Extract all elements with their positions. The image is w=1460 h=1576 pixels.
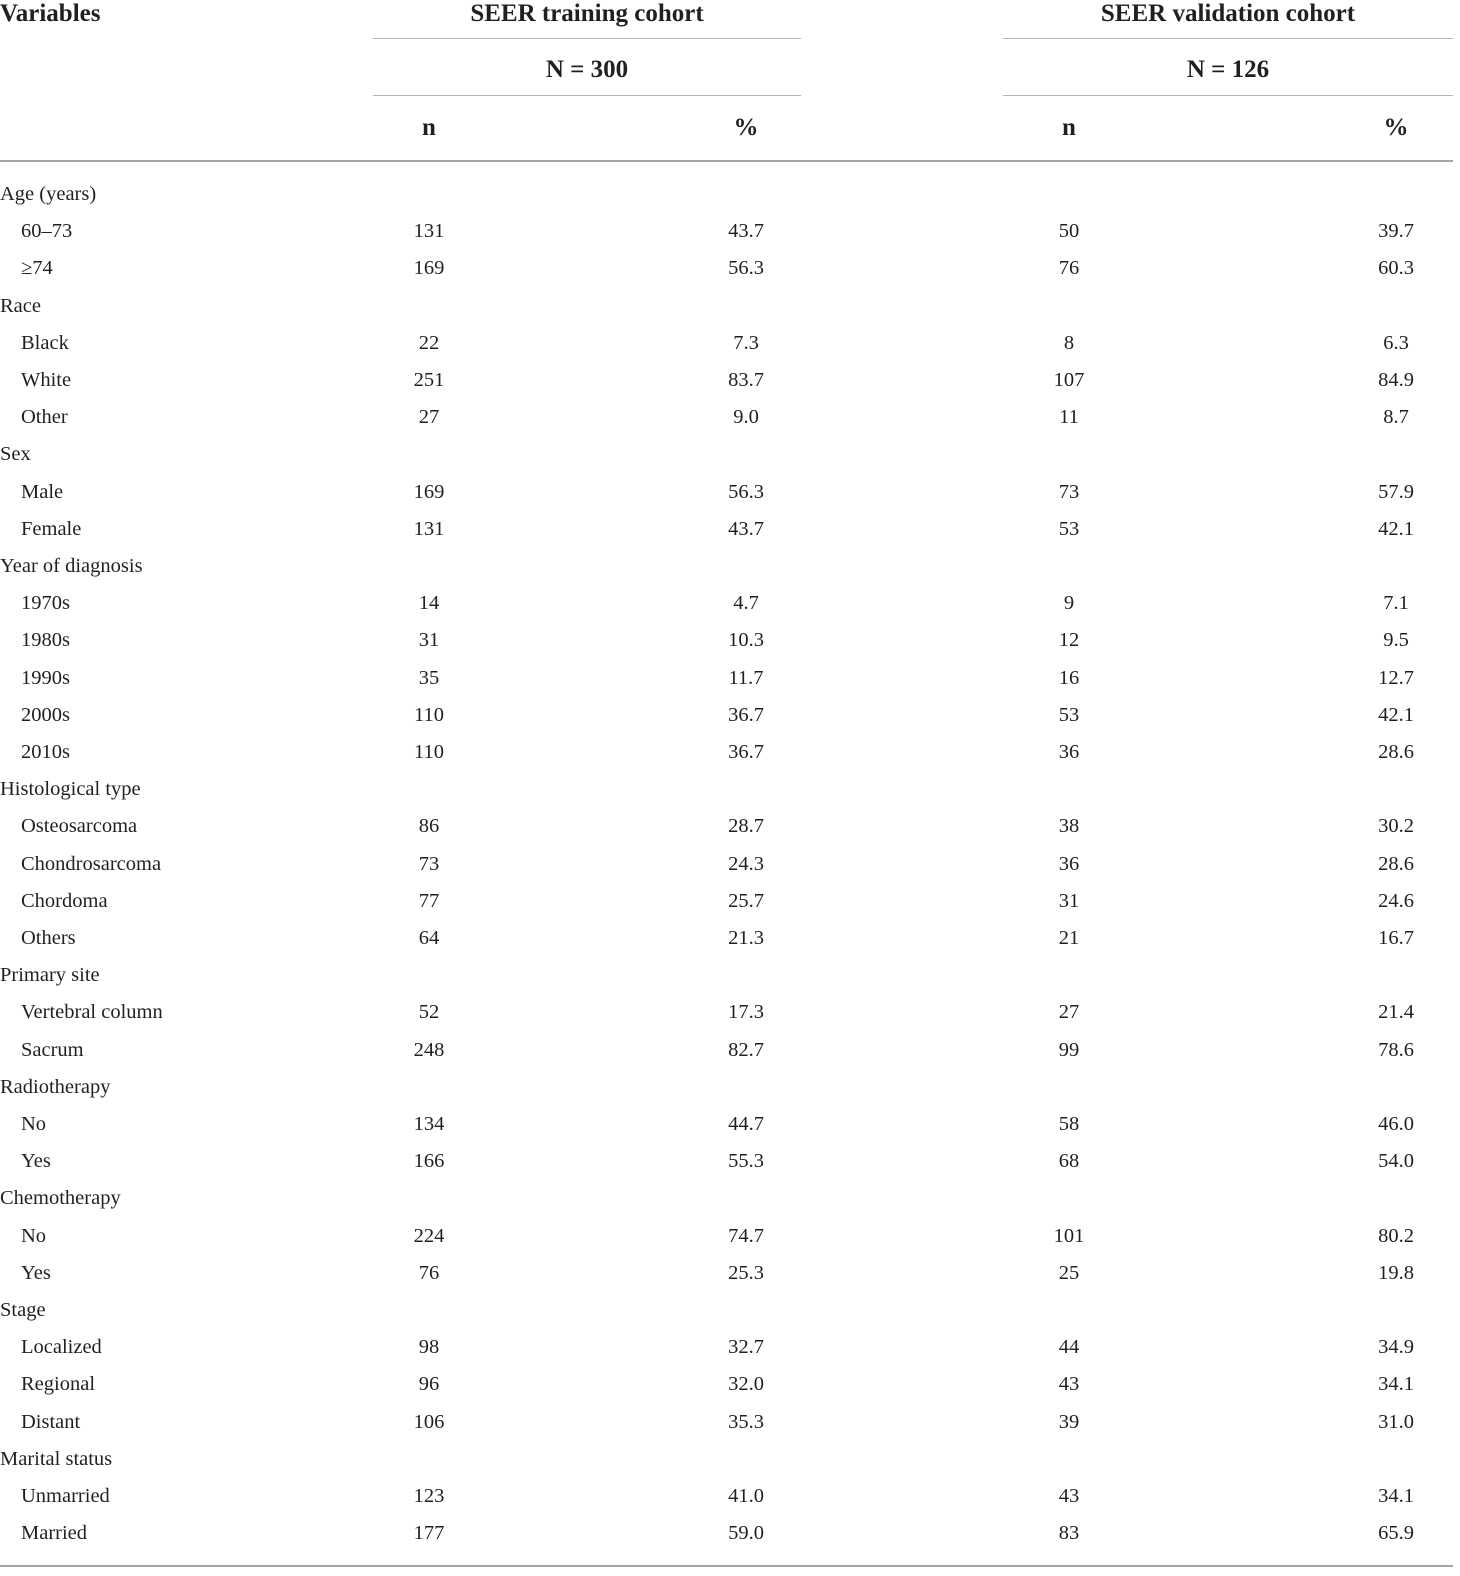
validation-n-cell: 53	[1058, 517, 1080, 540]
row-label: Other	[21, 406, 68, 429]
validation-n-cell: 11	[1059, 406, 1079, 429]
validation-n-rule	[1003, 95, 1453, 96]
group-label: Sex	[0, 443, 31, 466]
training-pct-cell: 44.7	[728, 1113, 764, 1135]
table-row	[0, 811, 1460, 841]
group-row	[0, 179, 1460, 209]
row-label: Localized	[21, 1336, 102, 1359]
training-pct-cell: 4.7	[733, 592, 759, 615]
group-label: Marital status	[0, 1447, 113, 1470]
validation-n-cell: 76	[1058, 257, 1080, 280]
training-n-cell: 22	[418, 331, 440, 354]
training-pct-cell: 25.3	[728, 1261, 764, 1284]
table-row	[0, 997, 1460, 1027]
validation-n-cell: 107	[1053, 369, 1085, 391]
table-row	[0, 1481, 1460, 1511]
training-pct-cell: 21.3	[728, 927, 764, 949]
training-n-cell: 224	[413, 1224, 445, 1247]
validation-pct-cell: 28.6	[1378, 741, 1414, 763]
table-row	[0, 253, 1460, 283]
training-pct-cell: 32.0	[728, 1373, 764, 1396]
training-n-cell: 131	[413, 517, 445, 540]
training-n-cell: 251	[413, 369, 445, 391]
table-row	[0, 514, 1460, 544]
table-row	[0, 886, 1460, 916]
table-row	[0, 1221, 1460, 1251]
table-row	[0, 1369, 1460, 1399]
row-label: Vertebral column	[21, 1001, 163, 1024]
training-n-cell: 123	[413, 1485, 445, 1507]
row-label: 1990s	[21, 666, 70, 689]
training-pct-cell: 83.7	[728, 369, 764, 391]
training-n-cell: 166	[413, 1150, 445, 1173]
training-pct-cell: 9.0	[733, 406, 759, 429]
validation-n-cell: 16	[1058, 666, 1080, 689]
row-label: Regional	[21, 1373, 96, 1396]
validation-n-cell: 43	[1058, 1485, 1080, 1507]
table-row	[0, 1258, 1460, 1288]
group-row	[0, 291, 1460, 321]
training-n-cell: 76	[418, 1261, 440, 1284]
training-n-cell: 110	[414, 741, 444, 763]
training-pct-cell: 56.3	[728, 480, 764, 503]
training-pct-col-header: %	[733, 114, 759, 141]
group-row	[0, 1072, 1460, 1102]
table-bottom-rule	[0, 1565, 1453, 1567]
validation-n-cell: 43	[1058, 1373, 1080, 1396]
validation-pct-cell: 34.1	[1378, 1485, 1414, 1507]
validation-pct-cell: 8.7	[1383, 406, 1409, 429]
row-label: White	[21, 369, 72, 391]
row-label: 60–73	[21, 220, 73, 243]
training-pct-cell: 7.3	[733, 331, 759, 354]
training-n-cell: 64	[418, 927, 440, 949]
row-label: Unmarried	[21, 1485, 110, 1507]
training-n-cell: 27	[418, 406, 440, 429]
group-row	[0, 774, 1460, 804]
group-row	[0, 439, 1460, 469]
validation-pct-col-header: %	[1383, 114, 1409, 141]
validation-pct-cell: 7.1	[1383, 592, 1409, 615]
training-pct-cell: 43.7	[728, 220, 764, 243]
table-row	[0, 1518, 1460, 1548]
training-n-cell: 110	[414, 703, 444, 726]
table-row	[0, 1109, 1460, 1139]
row-label: 2000s	[21, 703, 70, 726]
validation-n-col-header: n	[1062, 114, 1076, 141]
training-n-cell: 96	[418, 1373, 440, 1396]
training-pct-cell: 36.7	[728, 703, 764, 726]
group-label: Primary site	[0, 964, 100, 987]
validation-header-rule	[1003, 38, 1453, 39]
training-n-cell: 86	[418, 815, 440, 838]
validation-pct-cell: 42.1	[1378, 517, 1414, 540]
validation-pct-cell: 6.3	[1383, 331, 1409, 354]
validation-n-cell: 50	[1058, 220, 1080, 243]
training-pct-cell: 55.3	[728, 1150, 764, 1173]
training-pct-cell: 28.7	[728, 815, 764, 838]
row-label: Osteosarcoma	[21, 815, 138, 838]
table-row	[0, 365, 1460, 395]
group-label: Age (years)	[0, 183, 97, 205]
training-n-cell: 169	[413, 480, 445, 503]
validation-n-cell: 25	[1058, 1261, 1080, 1284]
training-pct-cell: 41.0	[728, 1485, 764, 1507]
validation-n-cell: 36	[1058, 852, 1080, 875]
validation-pct-cell: 54.0	[1378, 1150, 1414, 1173]
row-label: No	[21, 1113, 47, 1135]
validation-pct-cell: 80.2	[1378, 1224, 1414, 1247]
training-pct-cell: 24.3	[728, 852, 764, 875]
training-pct-cell: 59.0	[728, 1522, 764, 1545]
validation-pct-cell: 42.1	[1378, 703, 1414, 726]
validation-pct-cell: 39.7	[1378, 220, 1414, 243]
row-label: 1980s	[21, 629, 70, 652]
training-n-cell: 177	[413, 1522, 445, 1545]
validation-n-cell: 8	[1063, 331, 1075, 354]
row-label: Chondrosarcoma	[21, 852, 162, 875]
training-n-cell: 31	[418, 629, 440, 652]
table-row	[0, 663, 1460, 693]
table-row	[0, 1035, 1460, 1065]
table-row	[0, 923, 1460, 953]
group-row	[0, 960, 1460, 990]
validation-pct-cell: 78.6	[1378, 1038, 1414, 1061]
validation-pct-cell: 31.0	[1378, 1410, 1414, 1433]
validation-n-cell: 83	[1058, 1522, 1080, 1545]
row-label: Male	[21, 480, 64, 503]
validation-n-cell: 27	[1058, 1001, 1080, 1024]
validation-n-cell: 99	[1058, 1038, 1080, 1061]
training-n-cell: 106	[413, 1410, 445, 1433]
training-header-rule	[373, 38, 801, 39]
validation-cohort-header: SEER validation cohort	[1100, 0, 1356, 27]
training-n-cell: 98	[418, 1336, 440, 1359]
row-label: No	[21, 1224, 47, 1247]
row-label: Black	[21, 331, 69, 354]
training-n-cell: 248	[413, 1038, 445, 1061]
validation-n-cell: 36	[1058, 741, 1080, 763]
validation-pct-cell: 21.4	[1378, 1001, 1414, 1024]
table-row	[0, 402, 1460, 432]
row-label: Chordoma	[21, 889, 108, 912]
validation-pct-cell: 46.0	[1378, 1113, 1414, 1135]
row-label: Yes	[21, 1150, 51, 1173]
validation-pct-cell: 30.2	[1378, 815, 1414, 838]
validation-n-cell: 53	[1058, 703, 1080, 726]
row-label: Female	[21, 517, 82, 540]
table-row	[0, 700, 1460, 730]
table-row	[0, 1146, 1460, 1176]
training-pct-cell: 11.7	[728, 666, 764, 689]
row-label: Sacrum	[21, 1038, 84, 1061]
training-pct-cell: 17.3	[728, 1001, 764, 1024]
variables-header: Variables	[0, 0, 101, 27]
training-n-cell: 134	[413, 1113, 445, 1135]
row-label: 2010s	[21, 741, 70, 763]
training-n-cell: 77	[418, 889, 440, 912]
table-row	[0, 477, 1460, 507]
group-label: Histological type	[0, 778, 141, 801]
table-row	[0, 216, 1460, 246]
training-pct-cell: 43.7	[728, 517, 764, 540]
table-row	[0, 328, 1460, 358]
training-n-cell: 73	[418, 852, 440, 875]
table-row	[0, 1407, 1460, 1437]
validation-n-cell: 12	[1058, 629, 1080, 652]
training-n-rule	[373, 95, 801, 96]
table-row	[0, 737, 1460, 767]
row-label: Others	[21, 927, 76, 949]
validation-n-cell: 38	[1058, 815, 1080, 838]
group-label: Stage	[0, 1299, 46, 1321]
training-n-col-header: n	[422, 114, 436, 141]
group-label: Radiotherapy	[0, 1075, 111, 1098]
validation-n-cell: 58	[1058, 1113, 1080, 1135]
validation-pct-cell: 19.8	[1378, 1261, 1414, 1284]
validation-pct-cell: 34.1	[1378, 1373, 1414, 1396]
training-pct-cell: 82.7	[728, 1038, 764, 1061]
validation-pct-cell: 16.7	[1378, 927, 1414, 949]
validation-pct-cell: 34.9	[1378, 1336, 1414, 1359]
training-pct-cell: 32.7	[728, 1336, 764, 1359]
table-row	[0, 588, 1460, 618]
training-pct-cell: 10.3	[728, 629, 764, 652]
validation-pct-cell: 28.6	[1378, 852, 1414, 875]
table-row	[0, 625, 1460, 655]
group-row	[0, 1183, 1460, 1213]
group-label: Race	[0, 294, 41, 317]
row-label: Married	[21, 1522, 88, 1545]
validation-n-cell: 21	[1058, 927, 1080, 949]
training-n-cell: 14	[418, 592, 440, 615]
training-pct-cell: 74.7	[728, 1224, 764, 1247]
validation-n-cell: 31	[1058, 889, 1080, 912]
validation-pct-cell: 9.5	[1383, 629, 1409, 652]
group-label: Chemotherapy	[0, 1187, 121, 1210]
validation-n-cell: 9	[1063, 592, 1075, 615]
validation-n-cell: 44	[1058, 1336, 1080, 1359]
training-pct-cell: 25.7	[728, 889, 764, 912]
validation-pct-cell: 84.9	[1378, 369, 1414, 391]
row-label: Yes	[21, 1261, 51, 1284]
training-n-cell: 52	[418, 1001, 440, 1024]
table-row	[0, 849, 1460, 879]
training-pct-cell: 35.3	[728, 1410, 764, 1433]
validation-pct-cell: 65.9	[1378, 1522, 1414, 1545]
group-label: Year of diagnosis	[0, 555, 143, 577]
training-pct-cell: 56.3	[728, 257, 764, 280]
training-n-cell: 169	[413, 257, 445, 280]
group-row	[0, 1444, 1460, 1474]
header-bottom-rule	[0, 160, 1453, 162]
training-n-cell: 35	[418, 666, 440, 689]
training-pct-cell: 36.7	[728, 741, 764, 763]
row-label: Distant	[21, 1410, 81, 1433]
group-row	[0, 1295, 1460, 1325]
training-n-cell: 131	[413, 220, 445, 243]
training-n-total: N = 300	[545, 56, 629, 83]
validation-pct-cell: 60.3	[1378, 257, 1414, 280]
validation-pct-cell: 57.9	[1378, 480, 1414, 503]
validation-n-cell: 68	[1058, 1150, 1080, 1173]
validation-n-total: N = 126	[1186, 56, 1270, 83]
table-row	[0, 1332, 1460, 1362]
validation-n-cell: 73	[1058, 480, 1080, 503]
validation-pct-cell: 12.7	[1378, 666, 1414, 689]
row-label: 1970s	[21, 592, 70, 615]
validation-pct-cell: 24.6	[1378, 889, 1414, 912]
group-row	[0, 551, 1460, 581]
training-cohort-header: SEER training cohort	[470, 0, 704, 27]
row-label: ≥74	[21, 257, 53, 280]
validation-n-cell: 101	[1053, 1224, 1085, 1247]
validation-n-cell: 39	[1058, 1410, 1080, 1433]
